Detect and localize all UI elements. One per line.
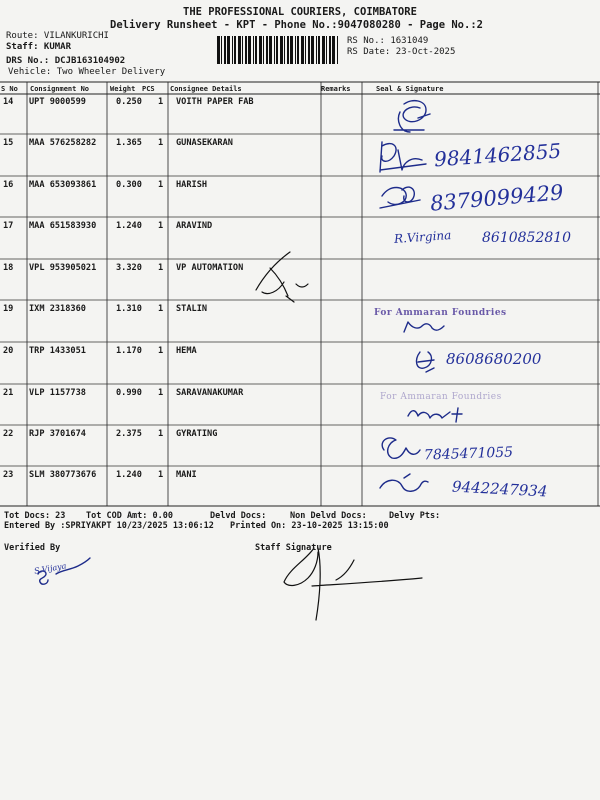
signature-row-15: [380, 142, 426, 172]
row-consignee: VP AUTOMATION: [176, 263, 244, 273]
row-consignee: STALIN: [176, 304, 208, 314]
row-pcs: 1: [158, 346, 164, 356]
signature-row-14: [394, 101, 430, 132]
printed-on: Printed On: 23-10-2025 13:15:00: [230, 521, 389, 531]
signature-row-20: [417, 352, 434, 372]
col-weight: Weight: [110, 85, 136, 93]
row-consignment-no: MAA 651583930: [29, 221, 97, 231]
rs-date: RS Date: 23-Oct-2025: [347, 47, 456, 57]
handwritten-phone-row-15: 9841462855: [433, 138, 562, 172]
signature-row-19: [404, 322, 444, 332]
row-weight: 3.320: [116, 263, 142, 273]
runsheet-title: Delivery Runsheet - KPT - Phone No.:9047080280 - Page No.:2: [110, 19, 483, 31]
row-sno: 19: [3, 304, 14, 314]
rs-number: RS No.: 1631049: [347, 36, 429, 46]
row-consignment-no: UPT 9000599: [29, 97, 86, 107]
non-delivered-docs: Non Delvd Docs:: [290, 511, 367, 521]
row-sno: 23: [3, 470, 14, 480]
handwritten-phone-row-17: 8610852810: [482, 230, 572, 246]
row-consignment-no: IXM 2318360: [29, 304, 86, 314]
row-weight: 1.310: [116, 304, 142, 314]
row-pcs: 1: [158, 97, 164, 107]
row-weight: 0.300: [116, 180, 142, 190]
signature-row-22: [382, 438, 420, 458]
row-sno: 17: [3, 221, 14, 231]
row-sno: 20: [3, 346, 14, 356]
row-weight: 1.365: [116, 138, 142, 148]
signature-row-18: [256, 252, 308, 302]
row-pcs: 1: [158, 304, 164, 314]
row-consignment-no: RJP 3701674: [29, 429, 86, 439]
row-pcs: 1: [158, 263, 164, 273]
row-consignee: HEMA: [176, 346, 197, 356]
row-consignee: MANI: [176, 470, 197, 480]
row-sno: 16: [3, 180, 14, 190]
col-pcs: PCS: [142, 85, 155, 93]
total-cod-amount: Tot COD Amt: 0.00: [86, 511, 173, 521]
row-pcs: 1: [158, 180, 164, 190]
staff-signature-mark: [284, 548, 422, 620]
row-weight: 1.170: [116, 346, 142, 356]
row-pcs: 1: [158, 221, 164, 231]
row-weight: 1.240: [116, 221, 142, 231]
col-remarks: Remarks: [321, 85, 351, 93]
handwritten-phone-row-22: 7845471055: [423, 444, 514, 464]
row-weight: 1.240: [116, 470, 142, 480]
company-stamp-row-19: For Ammaran Foundries: [374, 308, 507, 318]
row-consignee: GUNASEKARAN: [176, 138, 233, 148]
handwritten-phone-row-23: 9442247934: [451, 477, 548, 501]
company-name: THE PROFESSIONAL COURIERS, COIMBATORE: [183, 6, 417, 18]
row-consignment-no: VPL 953905021: [29, 263, 97, 273]
row-consignee: VOITH PAPER FAB: [176, 97, 254, 107]
row-pcs: 1: [158, 429, 164, 439]
route: Route: VILANKURICHI: [6, 31, 109, 41]
row-weight: 2.375: [116, 429, 142, 439]
col-consignment: Consignment No: [30, 85, 90, 93]
row-consignee: SARAVANAKUMAR: [176, 388, 244, 398]
col-seal-signature: Seal & Signature: [376, 85, 444, 93]
row-consignment-no: SLM 380773676: [29, 470, 97, 480]
total-docs: Tot Docs: 23: [4, 511, 66, 521]
row-weight: 0.990: [116, 388, 142, 398]
signature-row-23: [380, 474, 428, 491]
col-sno: S No: [1, 85, 18, 93]
row-pcs: 1: [158, 138, 164, 148]
row-sno: 21: [3, 388, 14, 398]
row-sno: 14: [3, 97, 14, 107]
signature-row-16: [380, 187, 420, 208]
handwritten-verifier-name: S.Vijaya: [33, 561, 68, 576]
handwritten-name-row-17: R.Virgina: [393, 228, 452, 246]
row-weight: 0.250: [116, 97, 142, 107]
verified-by-label: Verified By: [4, 543, 61, 553]
row-sno: 15: [3, 138, 14, 148]
delivered-docs: Delvd Docs:: [210, 511, 267, 521]
staff: Staff: KUMAR: [6, 42, 72, 52]
handwritten-phone-row-16: 8379099429: [429, 180, 565, 216]
signature-row-21: [408, 408, 462, 422]
row-consignment-no: MAA 576258282: [29, 138, 97, 148]
drs-number: DRS No.: DCJB163104902: [6, 56, 126, 66]
row-sno: 18: [3, 263, 14, 273]
row-consignment-no: TRP 1433051: [29, 346, 86, 356]
row-sno: 22: [3, 429, 14, 439]
company-stamp-row-21: For Ammaran Foundries: [380, 392, 502, 402]
row-consignee: GYRATING: [176, 429, 218, 439]
row-consignment-no: MAA 653093861: [29, 180, 97, 190]
delivery-points: Delvy Pts:: [389, 511, 441, 521]
vehicle: Vehicle: Two Wheeler Delivery: [8, 67, 166, 77]
entered-by: Entered By :SPRIYAKPT 10/23/2025 13:06:12: [4, 521, 214, 531]
col-consignee: Consignee Details: [170, 85, 242, 93]
row-pcs: 1: [158, 388, 164, 398]
handwritten-phone-row-20: 8608680200: [446, 350, 542, 368]
row-consignment-no: VLP 1157738: [29, 388, 86, 398]
row-pcs: 1: [158, 470, 164, 480]
row-consignee: HARISH: [176, 180, 208, 190]
staff-signature-label: Staff Signature: [255, 543, 332, 553]
row-consignee: ARAVIND: [176, 221, 213, 231]
